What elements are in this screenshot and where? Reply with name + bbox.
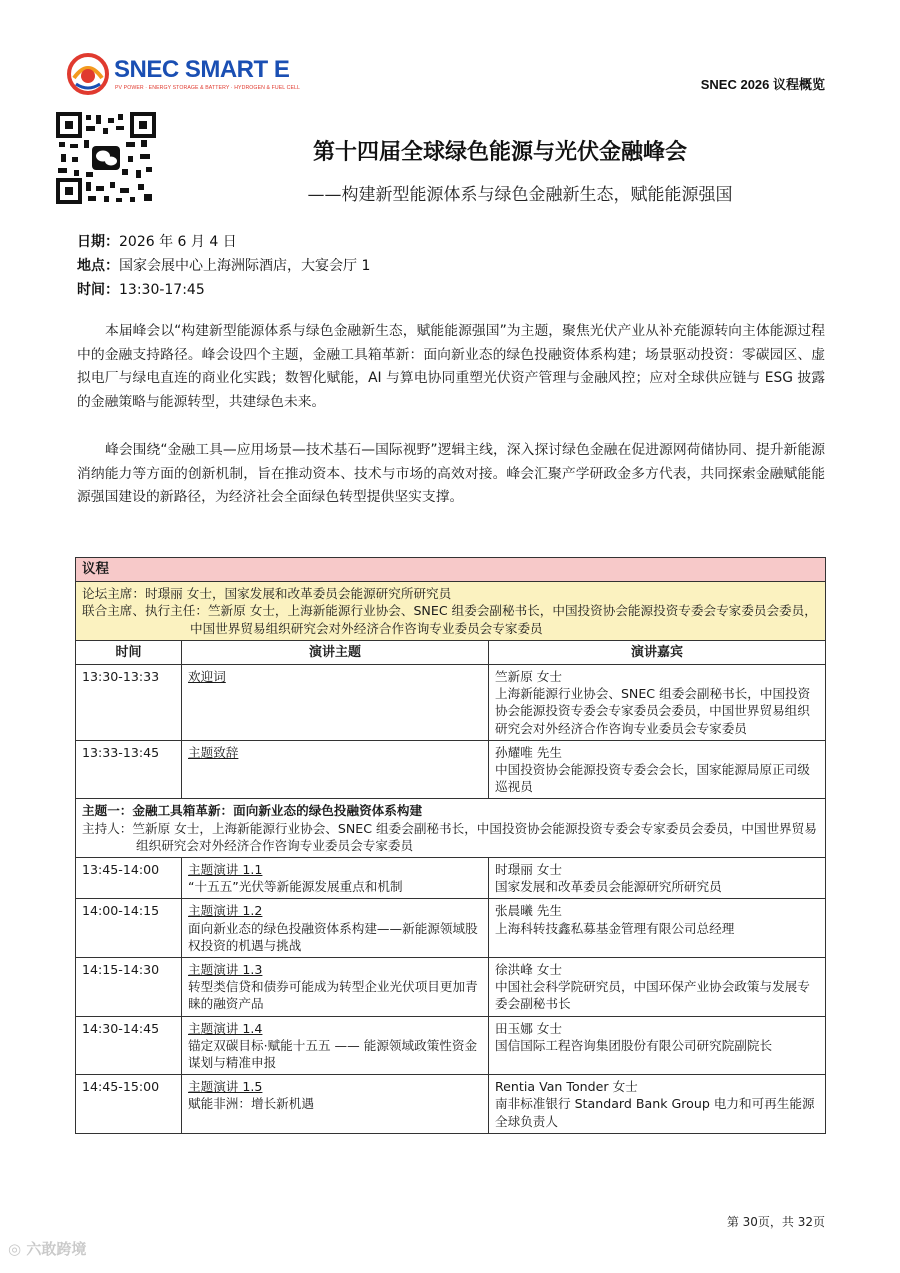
session-detail: “十五五”光伏等新能源发展重点和机制 bbox=[188, 879, 403, 895]
venue-value: 国家会展中心上海洲际酒店，大宴会厅 1 bbox=[119, 258, 371, 274]
forum-chair: 论坛主席：时璟丽 女士，国家发展和改革委员会能源研究所研究员 bbox=[82, 586, 452, 602]
page-header-title: SNEC 2026 议程概览 bbox=[700, 77, 825, 92]
date-label: 日期： bbox=[77, 234, 119, 250]
speaker-name: 孙耀唯 先生 bbox=[495, 744, 562, 760]
theme-host: 主持人：竺新原 女士，上海新能源行业协会、SNEC 组委会副秘书长，中国投资协会能源投资专委会专家委员会委员，中国世界贸易组织研究会对外经济合作咨询专业委员会专家委员 bbox=[82, 820, 817, 853]
watermark-logo-icon: ◎ bbox=[8, 1240, 22, 1258]
speaker-affiliation: 中国社会科学院研究员，中国环保产业协会政策与发展专委会副秘书长 bbox=[495, 979, 810, 1012]
session-topic: 主题演讲 1.3 bbox=[188, 962, 263, 978]
column-header-time: 时间 bbox=[76, 640, 182, 664]
speaker-name: 时璟丽 女士 bbox=[495, 862, 562, 878]
session-time: 13:33-13:45 bbox=[76, 740, 182, 799]
session-topic: 主题致辞 bbox=[188, 744, 239, 760]
column-header-topic: 演讲主题 bbox=[182, 640, 489, 664]
session-time: 14:00-14:15 bbox=[76, 899, 182, 958]
agenda-header: 议程 bbox=[76, 558, 826, 582]
speaker-name: 徐洪峰 女士 bbox=[495, 962, 562, 978]
sun-logo-icon bbox=[66, 52, 110, 96]
watermark-text: 六敢跨境 bbox=[26, 1240, 87, 1258]
venue-line bbox=[77, 254, 370, 278]
column-header-speaker: 演讲嘉宾 bbox=[489, 640, 826, 664]
logo-subtitle: PV POWER · ENERGY STORAGE & BATTERY · HYDROGEN & FUEL CELL bbox=[115, 85, 300, 91]
watermark bbox=[8, 1238, 86, 1259]
venue-label: 地点： bbox=[77, 258, 119, 274]
session-detail: 赋能非洲：增长新机遇 bbox=[188, 1096, 314, 1112]
table-row bbox=[76, 858, 826, 899]
co-chair: 联合主席、执行主任：竺新原 女士，上海新能源行业协会、SNEC 组委会副秘书长，中国投资协会能源投资专委会专家委员会委员，中国世界贸易组织研究会对外经济合作咨询专业委员会专家委员 bbox=[82, 603, 817, 636]
speaker-name: 竺新原 女士 bbox=[495, 669, 562, 685]
date-line bbox=[77, 230, 370, 254]
session-topic: 主题演讲 1.5 bbox=[188, 1079, 263, 1095]
event-info bbox=[77, 230, 370, 302]
intro-paragraph-1: 本届峰会以“构建新型能源体系与绿色金融新生态，赋能能源强国”为主题，聚焦光伏产业从补充能源转向主体能源过程中的金融支持路径。峰会设四个主题，金融工具箱革新：面向新业态的绿色投融资体系构建；场景驱动投资：零碳园区、虚拟电厂与绿电直连的商业化实践；数智化赋能，AI 与算电协同重塑光伏资产管理与金融风控；应对全球供应链与 ESG 披露的金融策略与能源转型，共建绿色未来。 bbox=[77, 323, 825, 410]
speaker-affiliation: 国信国际工程咨询集团股份有限公司研究院副院长 bbox=[495, 1037, 773, 1053]
session-time: 14:30-14:45 bbox=[76, 1016, 182, 1075]
session-detail: 面向新业态的绿色投融资体系构建——新能源领域股权投资的机遇与挑战 bbox=[188, 920, 478, 953]
snec-logo bbox=[66, 52, 300, 98]
session-time: 14:15-14:30 bbox=[76, 958, 182, 1017]
date-value: 2026 年 6 月 4 日 bbox=[119, 234, 237, 250]
theme-title: 主题一：金融工具箱革新：面向新业态的绿色投融资体系构建 bbox=[82, 803, 423, 819]
agenda-table bbox=[75, 557, 826, 1134]
time-value: 13:30-17:45 bbox=[119, 282, 205, 298]
speaker-name: Rentia Van Tonder 女士 bbox=[495, 1079, 638, 1095]
session-topic: 主题演讲 1.2 bbox=[188, 903, 263, 919]
time-label: 时间： bbox=[77, 282, 119, 298]
speaker-affiliation: 上海新能源行业协会、SNEC 组委会副秘书长，中国投资协会能源投资专委会专家委员会委员，中国世界贸易组织研究会对外经济合作咨询专业委员会专家委员 bbox=[495, 686, 811, 736]
agenda-hosts-row bbox=[76, 582, 826, 641]
session-topic: 主题演讲 1.1 bbox=[188, 862, 263, 878]
table-row bbox=[76, 899, 826, 958]
speaker-affiliation: 上海科转技鑫私募基金管理有限公司总经理 bbox=[495, 920, 735, 936]
page-subtitle: ——构建新型能源体系与绿色金融新生态，赋能能源强国 bbox=[307, 185, 733, 205]
session-topic: 主题演讲 1.4 bbox=[188, 1020, 263, 1036]
table-row bbox=[76, 1016, 826, 1075]
session-time: 13:30-13:33 bbox=[76, 665, 182, 741]
session-detail: 锚定双碳目标·赋能十五五 —— 能源领域政策性资金谋划与精准申报 bbox=[188, 1037, 478, 1071]
logo-text: SNEC SMART E bbox=[114, 56, 290, 83]
speaker-affiliation: 南非标准银行 Standard Bank Group 电力和可再生能源全球负责人 bbox=[495, 1096, 815, 1129]
speaker-affiliation: 国家发展和改革委员会能源研究所研究员 bbox=[495, 879, 722, 895]
session-topic: 欢迎词 bbox=[188, 669, 226, 685]
speaker-name: 田玉娜 女士 bbox=[495, 1020, 562, 1036]
session-detail: 转型类信贷和债券可能成为转型企业光伏项目更加青睐的融资产品 bbox=[188, 979, 478, 1012]
column-header-row bbox=[76, 640, 826, 664]
speaker-affiliation: 中国投资协会能源投资专委会会长，国家能源局原正司级巡视员 bbox=[495, 762, 810, 795]
session-time: 13:45-14:00 bbox=[76, 858, 182, 899]
page-number: 第 30页，共 32页 bbox=[726, 1215, 825, 1229]
table-row bbox=[76, 665, 826, 741]
time-line bbox=[77, 278, 370, 302]
speaker-name: 张晨曦 先生 bbox=[495, 903, 562, 919]
session-time: 14:45-15:00 bbox=[76, 1075, 182, 1134]
intro-paragraph-2: 峰会围绕“金融工具—应用场景—技术基石—国际视野”逻辑主线，深入探讨绿色金融在促进源网荷储协同、提升新能源消纳能力等方面的创新机制，旨在推动资本、技术与市场的高效对接。峰会汇聚产学研政金多方代表，共同探索金融赋能能源强国建设的新路径，为经济社会全面绿色转型提供坚实支撑。 bbox=[77, 442, 825, 506]
table-row bbox=[76, 1075, 826, 1134]
table-row bbox=[76, 958, 826, 1017]
agenda-header-row bbox=[76, 558, 826, 582]
table-row bbox=[76, 740, 826, 799]
theme-row bbox=[76, 799, 826, 858]
page-title: 第十四届全球绿色能源与光伏金融峰会 bbox=[312, 140, 687, 165]
